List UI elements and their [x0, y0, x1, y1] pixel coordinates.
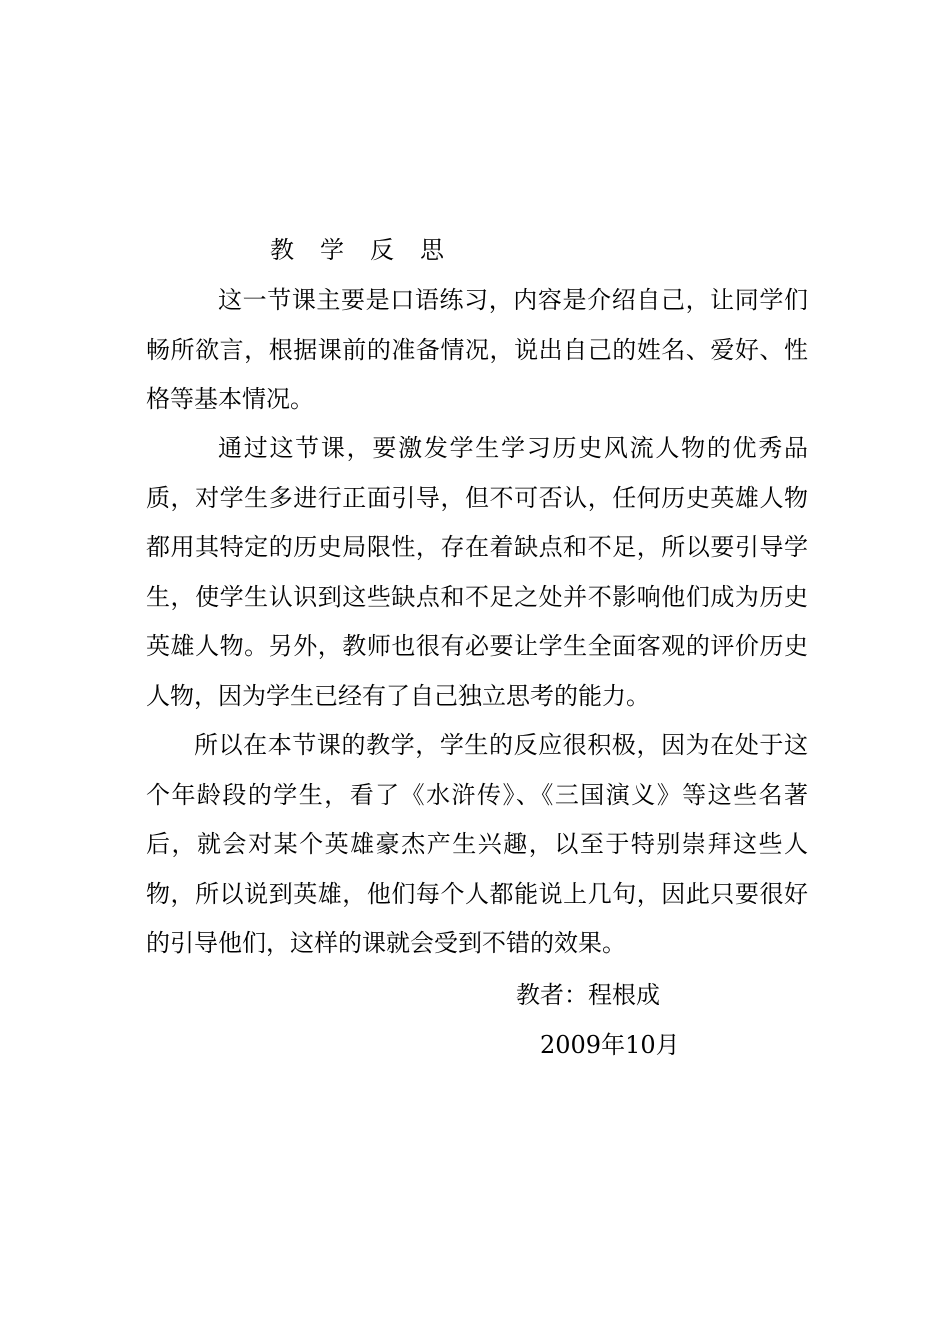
document-title: 教学反思 — [270, 236, 470, 264]
paragraph-3: 所以在本节课的教学，学生的反应很积极，因为在处于这个年龄段的学生，看了《水浒传》、《三国演义》等这些名著后，就会对某个英雄豪杰产生兴趣，以至于特别崇拜这些人物，所以说到英雄，他们每个人都能说上几句，因此只要很好的引导他们，这样的课就会受到不错的效果。 — [146, 731, 808, 957]
teacher-signature: 教者：程根成 — [516, 981, 660, 1009]
document-date: 2009年10月 — [540, 1031, 680, 1059]
paragraph-1: 这一节课主要是口语练习，内容是介绍自己，让同学们畅所欲言，根据课前的准备情况，说出自己的姓名、爱好、性格等基本情况。 — [146, 286, 808, 413]
paragraph-2: 通过这节课，要激发学生学习历史风流人物的优秀品质，对学生多进行正面引导，但不可否认，任何历史英雄人物都用其特定的历史局限性，存在着缺点和不足，所以要引导学生，使学生认识到这些缺点和不足之处并不影响他们成为历史英雄人物。另外，教师也很有必要让学生全面客观的评价历史人物，因为学生已经有了自己独立思考的能力。 — [146, 434, 808, 710]
